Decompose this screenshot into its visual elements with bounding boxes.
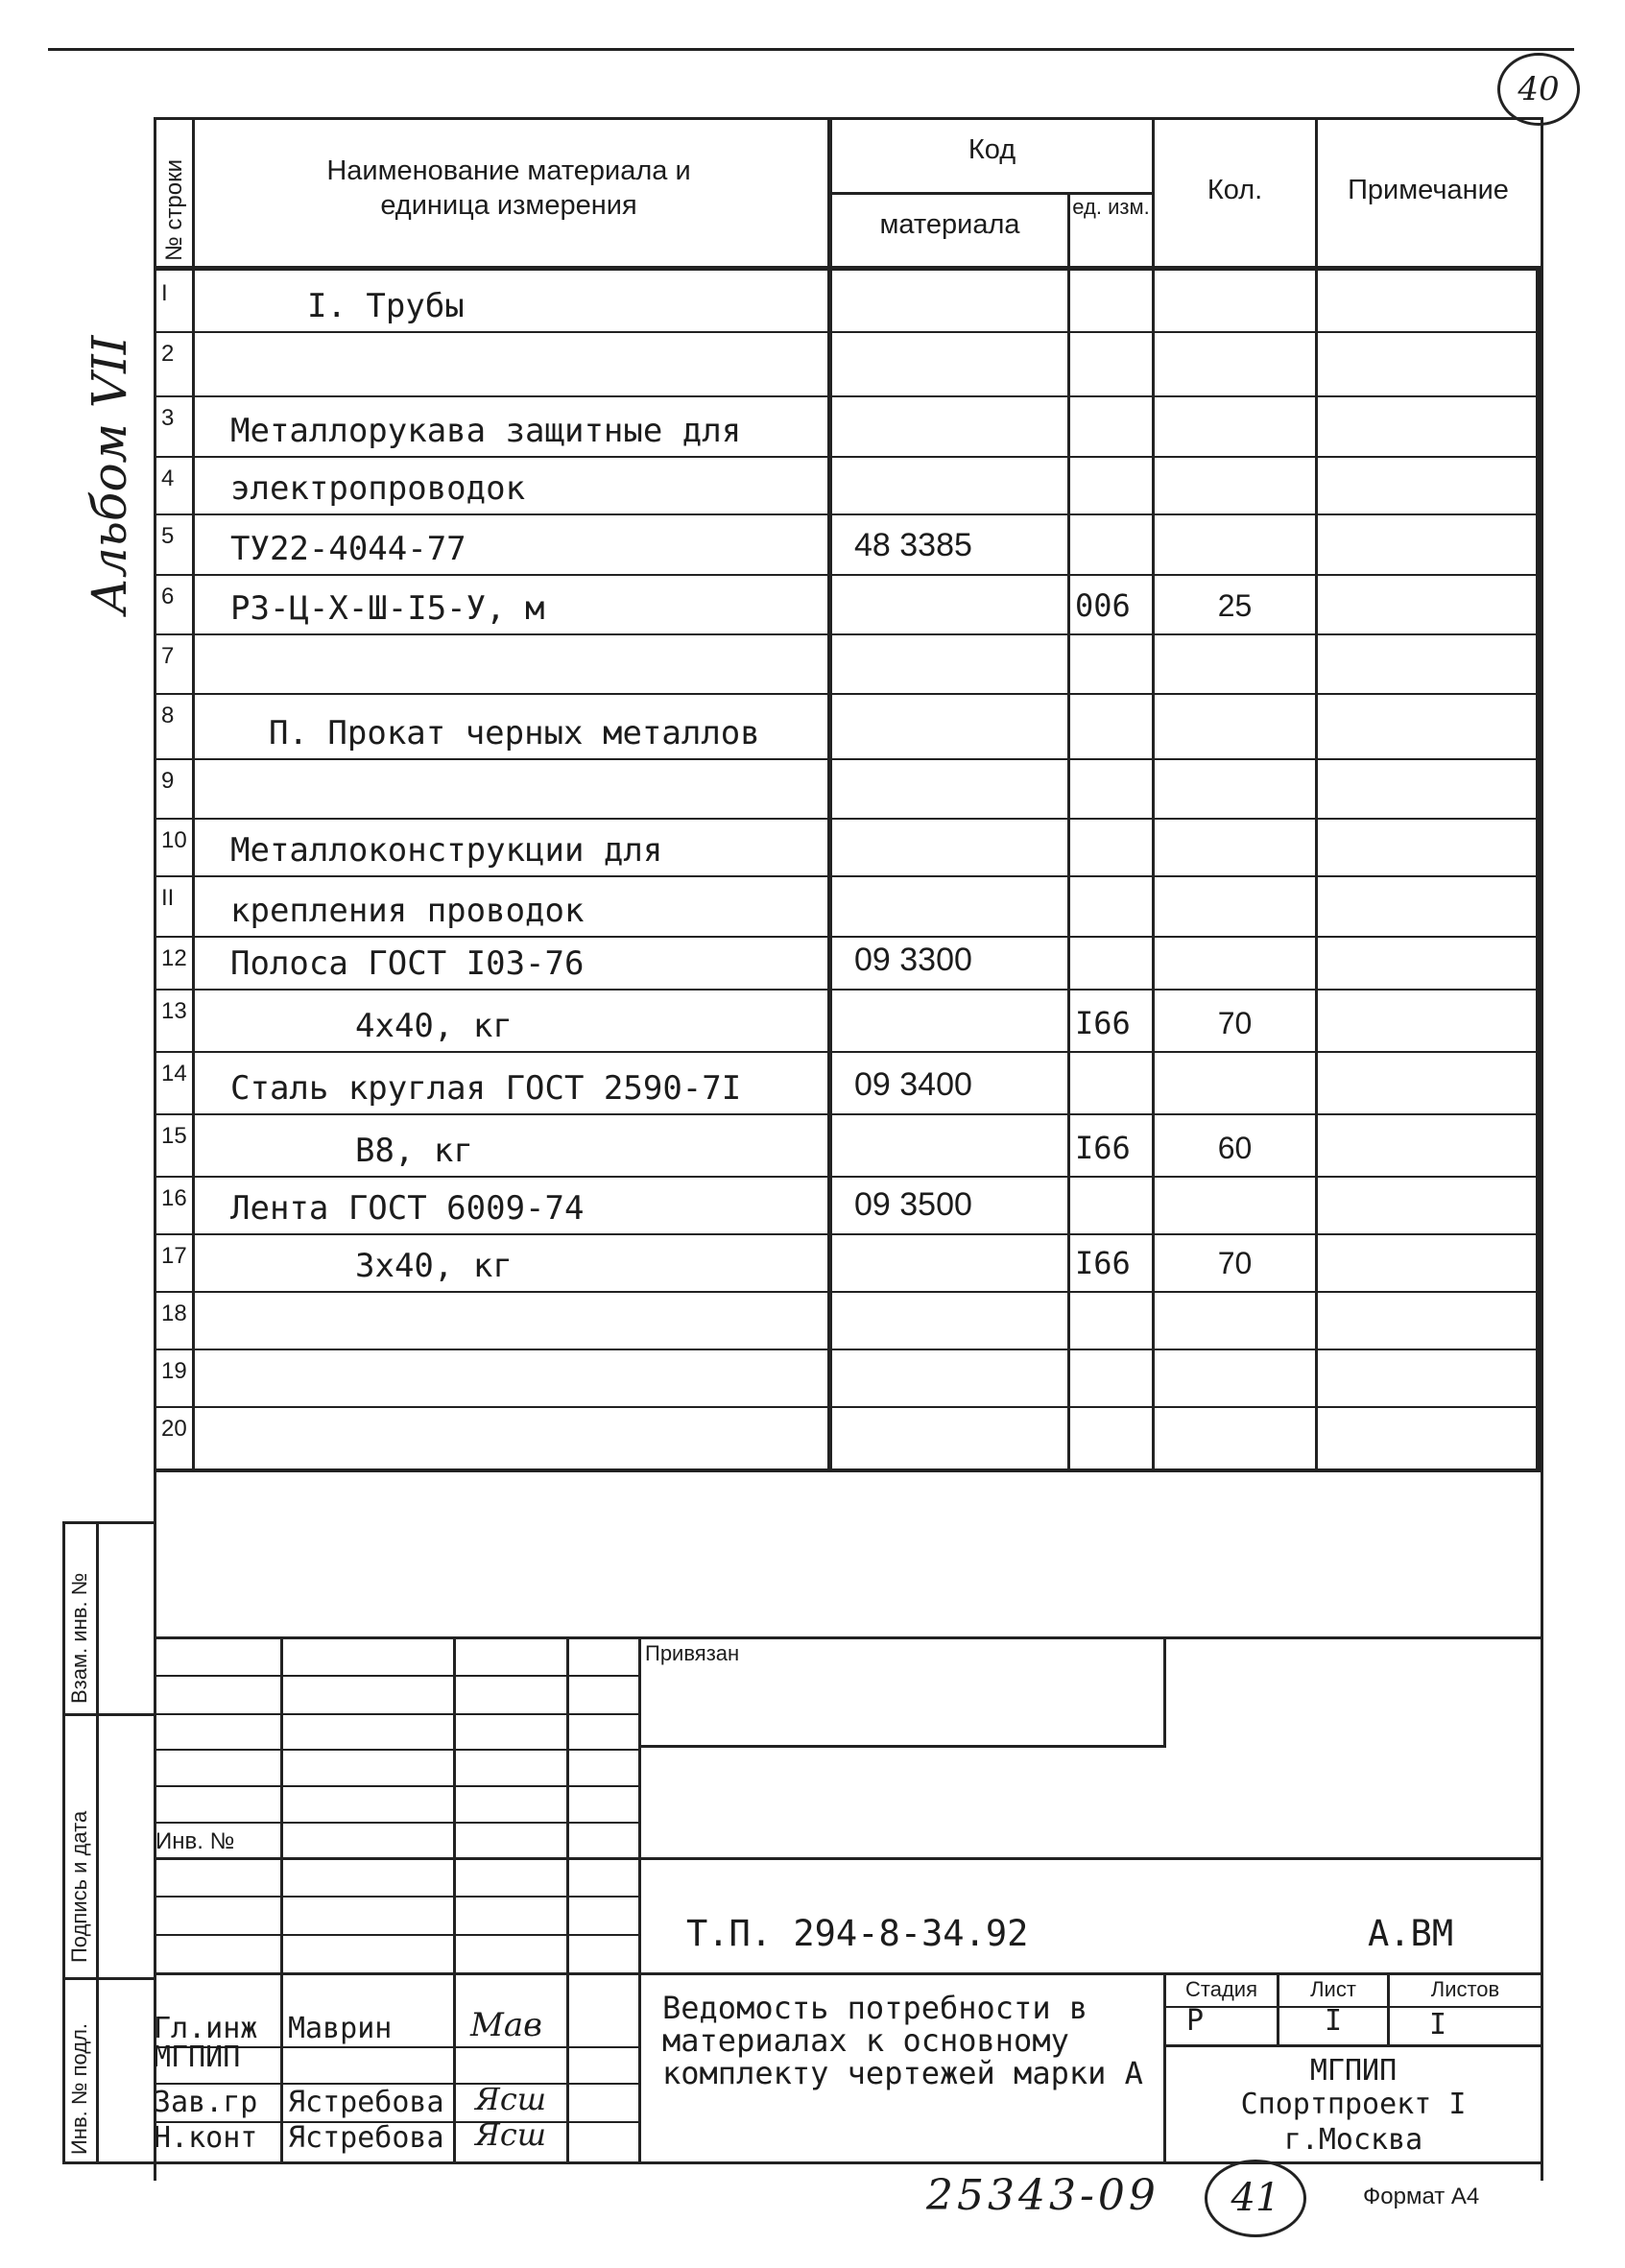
row-number: 13 bbox=[161, 998, 187, 1024]
page-number-top: 40 bbox=[1497, 53, 1580, 126]
material-name: Металлоконструкции для bbox=[230, 831, 663, 870]
row-number: 10 bbox=[161, 827, 187, 853]
material-code: 09 3500 bbox=[854, 1186, 972, 1223]
table-row bbox=[0, 456, 1625, 513]
sheets-value: I bbox=[1428, 2008, 1447, 2041]
material-name: 4х40, кг bbox=[355, 1007, 513, 1045]
quantity: 70 bbox=[1217, 1246, 1253, 1280]
row-number: 19 bbox=[161, 1358, 187, 1384]
side-podpis: Подпись и дата bbox=[67, 1810, 91, 1963]
bottom-number: 25343-09 bbox=[926, 2171, 1159, 2220]
row-number: 6 bbox=[161, 584, 175, 609]
table-row bbox=[0, 1113, 1625, 1176]
side-sep2 bbox=[62, 1977, 156, 1980]
side-bottom bbox=[62, 2161, 156, 2164]
unit-code: I66 bbox=[1075, 1005, 1131, 1041]
stamp-row bbox=[154, 1822, 638, 1824]
table-row bbox=[0, 875, 1625, 936]
material-name: Лента ГОСТ 6009-74 bbox=[230, 1189, 585, 1228]
material-code: 48 3385 bbox=[854, 527, 972, 563]
person-name: Ястребова bbox=[288, 2086, 444, 2119]
doc-title: Ведомость потребности в материалах к основному комплекту чертежей марки А bbox=[662, 1990, 1143, 2091]
table-row bbox=[0, 936, 1625, 989]
quantity: 60 bbox=[1217, 1131, 1253, 1165]
row-number: 7 bbox=[161, 643, 175, 669]
album-label: Альбом VII bbox=[82, 335, 137, 614]
header-code: Код bbox=[968, 134, 1016, 165]
material-name: Полоса ГОСТ I03-76 bbox=[230, 944, 585, 983]
unit-code: I66 bbox=[1075, 1130, 1131, 1166]
quantity: 25 bbox=[1217, 588, 1253, 623]
stamp-row bbox=[154, 1896, 638, 1898]
table-row bbox=[0, 331, 1625, 395]
person-role: Гл.инж bbox=[154, 2012, 258, 2045]
row-number: 4 bbox=[161, 466, 175, 491]
material-name: В8, кг bbox=[355, 1132, 473, 1170]
table-row bbox=[0, 271, 1625, 331]
stamp-row bbox=[154, 1972, 638, 1975]
row-number: 16 bbox=[161, 1185, 187, 1211]
stamp-col4 bbox=[638, 1636, 641, 2161]
quantity: 70 bbox=[1217, 1006, 1253, 1040]
table-row bbox=[0, 693, 1625, 758]
row-number: 17 bbox=[161, 1243, 187, 1269]
sheets-label: Листов bbox=[1430, 1977, 1500, 2001]
header-row-no: № строки bbox=[161, 158, 187, 261]
org-line1: МГПИП bbox=[1309, 2054, 1398, 2088]
privyazan-bottom bbox=[638, 1745, 1166, 1748]
person-role: Зав.гр bbox=[154, 2086, 258, 2119]
row-number: 15 bbox=[161, 1123, 187, 1149]
table-row bbox=[0, 989, 1625, 1051]
table-row bbox=[0, 1349, 1625, 1406]
doc-mark: А.ВМ bbox=[1368, 1913, 1454, 1954]
table-row bbox=[0, 395, 1625, 456]
unit-code: I66 bbox=[1075, 1245, 1131, 1281]
material-code: 09 3300 bbox=[854, 942, 972, 978]
header-note: Примечание bbox=[1348, 175, 1509, 205]
material-name: Сталь круглая ГОСТ 2590-7I bbox=[230, 1069, 742, 1108]
material-name: электропроводок bbox=[230, 469, 526, 508]
format-label: Формат А4 bbox=[1363, 2184, 1480, 2209]
side-sep1 bbox=[62, 1713, 156, 1716]
person-name: Маврин bbox=[288, 2012, 393, 2045]
table-row bbox=[0, 633, 1625, 693]
stamp-row bbox=[154, 1675, 638, 1677]
stamp-row bbox=[154, 1934, 638, 1936]
material-name: I. Трубы bbox=[307, 287, 465, 325]
header-material: материала bbox=[879, 209, 1020, 240]
row-number: 14 bbox=[161, 1061, 187, 1086]
table-row bbox=[0, 1291, 1625, 1349]
sheet-value: I bbox=[1324, 2004, 1343, 2038]
row-number: 5 bbox=[161, 523, 175, 549]
person-signature: Ясш bbox=[475, 2116, 547, 2153]
header-name: Наименование материала и единица измерения bbox=[326, 155, 691, 221]
stamp-right-row bbox=[638, 1857, 1541, 1860]
person-name: Ястребова bbox=[288, 2121, 444, 2155]
stamp-row bbox=[154, 2083, 638, 2085]
side-vzam: Взам. инв. № bbox=[67, 1572, 91, 1704]
stamp-row bbox=[154, 1713, 638, 1715]
material-name: Металлорукава защитные для bbox=[230, 412, 742, 450]
row-number: 18 bbox=[161, 1301, 187, 1326]
material-name: 3х40, кг bbox=[355, 1247, 513, 1285]
person-signature: Ясш bbox=[475, 2081, 547, 2117]
table-row bbox=[0, 758, 1625, 818]
table-row bbox=[0, 1406, 1625, 1468]
table-row bbox=[0, 574, 1625, 633]
stamp-bottom bbox=[154, 2161, 1541, 2164]
org-line3: г.Москва bbox=[1283, 2123, 1423, 2157]
row-divider bbox=[154, 1468, 1541, 1470]
material-name: РЗ-Ц-Х-Ш-I5-У, м bbox=[230, 589, 545, 628]
row-number: 12 bbox=[161, 945, 187, 971]
privyazan-col bbox=[1163, 1636, 1166, 1747]
material-name: ТУ22-4044-77 bbox=[230, 530, 466, 568]
stamp-row bbox=[154, 1785, 638, 1787]
stage-row2 bbox=[1163, 2044, 1541, 2047]
top-border bbox=[48, 48, 1574, 51]
bottom-circle-number: 41 bbox=[1205, 2160, 1306, 2237]
header-unit: ед. изм. bbox=[1072, 195, 1150, 219]
table-row bbox=[0, 1051, 1625, 1113]
row-number: 20 bbox=[161, 1416, 187, 1442]
sheet-label: Лист bbox=[1310, 1977, 1356, 2001]
side-left bbox=[62, 1521, 65, 2164]
person-signature: Мав bbox=[470, 2006, 542, 2044]
side-top bbox=[62, 1521, 156, 1524]
header-qty: Кол. bbox=[1207, 175, 1263, 205]
person-role: МГПИП bbox=[154, 2041, 241, 2074]
stage-label: Стадия bbox=[1185, 1977, 1257, 2001]
person-role: Н.конт bbox=[154, 2121, 258, 2155]
side-mid bbox=[96, 1521, 99, 2164]
table-top bbox=[154, 117, 1543, 120]
row-number: 8 bbox=[161, 703, 175, 728]
row-number: 2 bbox=[161, 341, 175, 367]
table-row bbox=[0, 513, 1625, 574]
unit-code: 006 bbox=[1075, 587, 1131, 624]
row-number: 3 bbox=[161, 405, 175, 431]
stamp-right-row2 bbox=[638, 1972, 1541, 1975]
stamp-row bbox=[154, 1749, 638, 1751]
stamp-row bbox=[154, 1857, 638, 1860]
privyazan-label: Привязан bbox=[645, 1641, 740, 1665]
table-row bbox=[0, 1233, 1625, 1291]
row-number: I bbox=[161, 280, 168, 306]
row-number: 9 bbox=[161, 768, 175, 794]
table-row bbox=[0, 1176, 1625, 1233]
table-row bbox=[0, 818, 1625, 875]
material-name: П. Прокат черных металлов bbox=[269, 714, 760, 752]
stamp-top bbox=[154, 1636, 1541, 1639]
row-number: II bbox=[161, 885, 175, 911]
material-name: крепления проводок bbox=[230, 892, 585, 930]
material-code: 09 3400 bbox=[854, 1066, 972, 1103]
org-line2: Спортпроект I bbox=[1240, 2088, 1467, 2121]
side-inv-podl: Инв. № подл. bbox=[67, 2022, 91, 2155]
doc-code: Т.П. 294-8-34.92 bbox=[686, 1913, 1029, 1954]
stage-value: Р bbox=[1185, 2004, 1205, 2038]
stamp-inv-no: Инв. № bbox=[155, 1828, 235, 1854]
